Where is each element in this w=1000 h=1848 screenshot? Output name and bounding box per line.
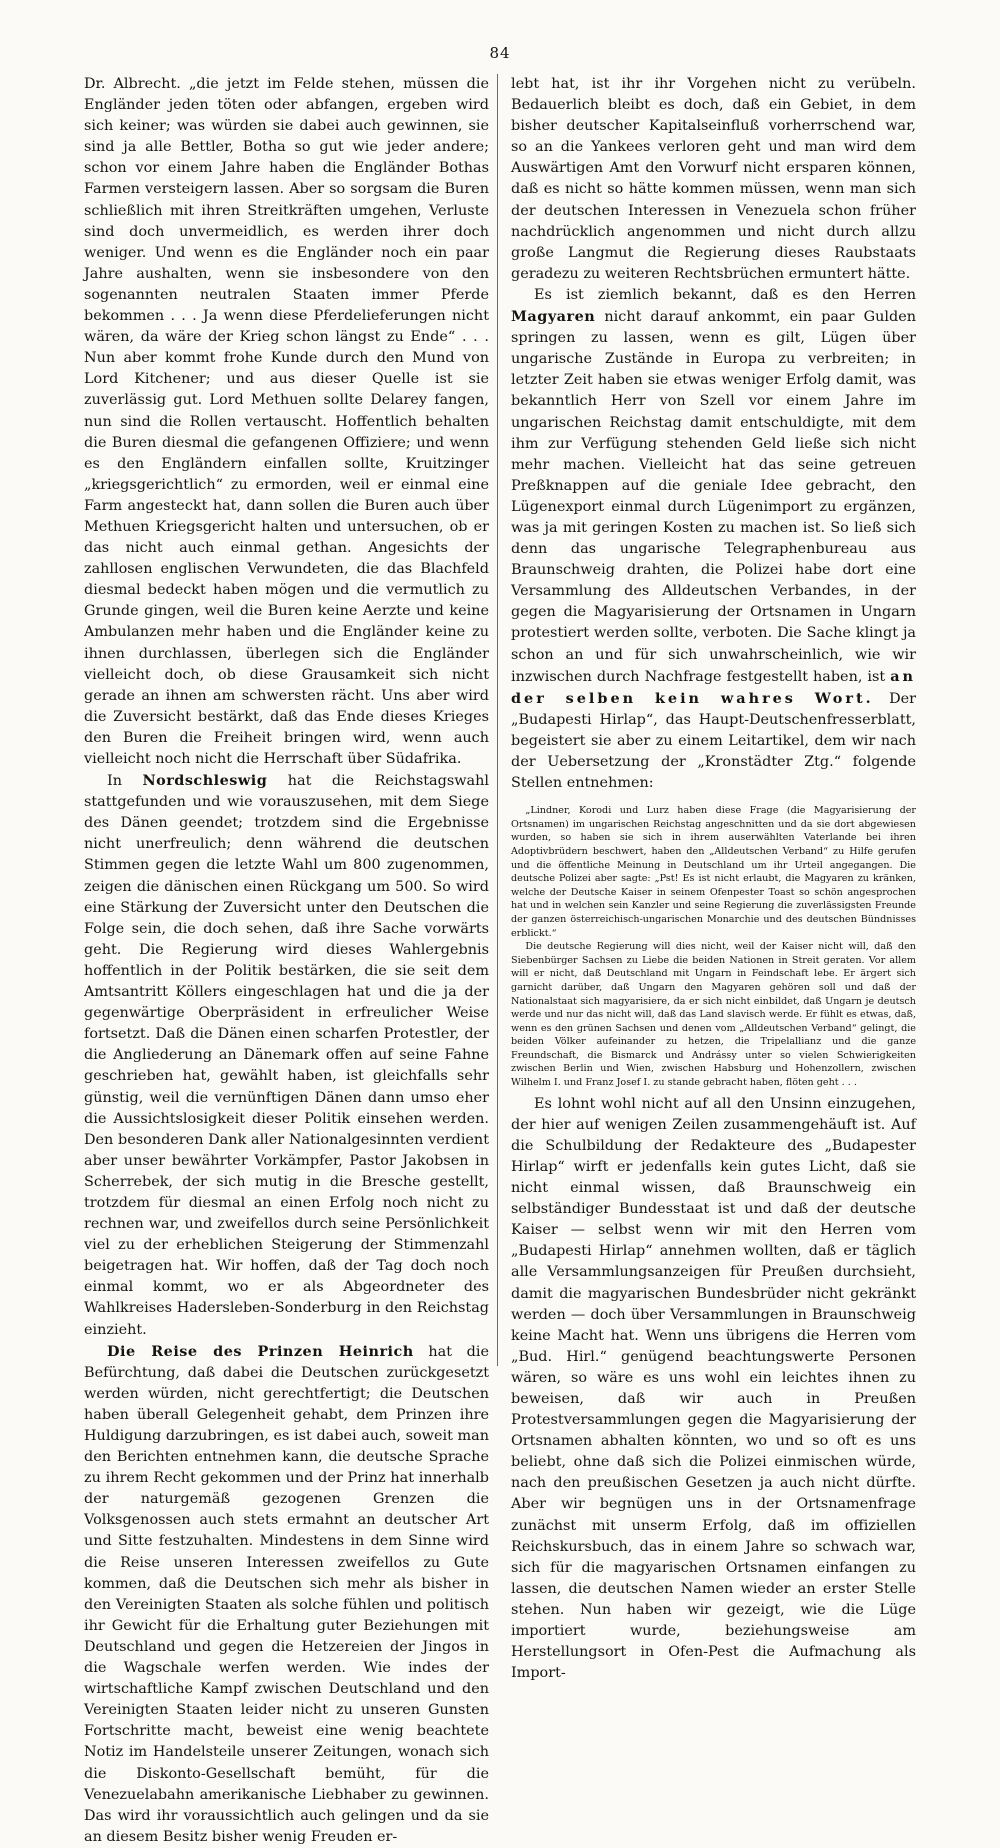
section-lead-prinz-heinrich: Die Reise des Prinzen Heinrich xyxy=(107,1342,414,1360)
paragraph-prefix: In xyxy=(107,773,143,790)
left-paragraph-prinz-heinrich xyxy=(84,1341,489,1848)
quote-paragraph-1: „Lindner, Korodi und Lurz haben diese Frage (die Magyarisierung der Ortsnamen) im ungarischen Reichstag angeschnitten und da sie dort abgewiesen wurden, so haben sie sich in ihrem auserwählten Vaterlande bei ihren Adoptivbrüdern beschwert, haben den „Alldeutschen Verband“ zu Hilfe gerufen und die öffentliche Meinung in Deutschland um ihr Urteil angegangen. Die deutsche Polizei aber sagte: „Pst! Es ist nicht erlaubt, die Magyaren zu kränken, welche der Deutsche Kaiser in seinem Ofenpester Toast so schön angesprochen hat und in welchen sein Kanzler und seine Regierung die zuverlässigsten Freunde der ganzen österreichisch-ungarischen Monarchie und des deutschen Bündnisses erblickt.“ xyxy=(511,805,916,939)
quote-paragraph-2: Die deutsche Regierung will dies nicht, weil der Kaiser nicht will, daß den Siebenbürger Sachsen zu Liebe die beiden Nationen in Streit geraten. Vor allem will er nicht, daß Deutschland mit Ungarn in Feindschaft lebe. Er ärgert sich garnicht darüber, daß Ungarn den Magyaren gehören soll und daß der Nationalstaat sich magyarisiere, da er sich nicht einbildet, daß Ungarn je deutsch werde und nur das nicht will, daß das Land slavisch werde. Er fühlt es etwas, daß, wenn es den grünen Sachsen und denen vom „Alldeutschen Verband“ gelingt, die beiden Völker aufeinander zu hetzen, die Tripelallianz und die ganze Freundschaft, die Bismarck und Andrássy unter so vielen Schwierigkeiten zwischen Berlin und Wien, zwischen Habsburg und Hohenzollern, zwischen Wilhelm I. und Franz Josef I. zu stande gebracht haben, flöten geht . . . xyxy=(511,941,916,1089)
paragraph-body: hat die Befürchtung, daß dabei die Deutschen zurückgesetzt werden würden, nicht gerechtfertigt; die Deutschen haben überall Gelegenheit gehabt, dem Prinzen ihre Huldigung darzubringen, es ist dabei auch, soweit man den Berichten entnehmen kann, die deutsche Sprache zu ihrem Recht gekommen und der Prinz hat innerhalb der naturgemäß gezogenen Grenzen die Volksgenossen auch stets ermahnt an deutscher Art und Sitte festzuhalten. Mindestens in dem Sinne wird die Reise unseren Interessen zweifellos zu Gute kommen, daß die Deutschen sich mehr als bisher in den Vereinigten Staaten als solche fühlen und politisch ihr Gewicht für die Erhaltung guter Beziehungen mit Deutschland und gegen die Hetzereien der Jingos in die Wagschale werfen werden. Wie indes der wirtschaftliche Kampf zwischen Deutschland und den Vereinigten Staaten leider nicht zu unseren Gunsten Fortschritte macht, beweist eine wenig beachtete Notiz im Handelsteile unserer Zeitungen, wonach sich die Diskonto-Gesellschaft bemüht, für die Venezuelabahn amerikanische Liebhaber zu gewinnen. Das wird ihr voraussichtlich auch gelingen und da sie an diesem Besitz bisher wenig Freuden er- xyxy=(84,1343,489,1845)
right-paragraph-magyaren xyxy=(511,285,916,794)
spaced-emphasis: an der selben kein wahres Wort. xyxy=(511,667,916,707)
paragraph-body: nicht darauf ankommt, ein paar Gulden springen zu lassen, wenn es gilt, Lügen über ungarische Zustände in Europa zu verbreiten; in letzter Zeit haben sie etwas weniger Erfolg damit, was bekanntlich Herr von Szell vor einem Jahre im ungarischen Reichstag damit entschuldigte, mit dem ihm zur Verfügung stehenden Geld ließe sich nicht mehr machen. Vielleicht hat das seine getreuen Preßknappen auf die geniale Idee gebracht, den Lügenexport einmal durch Lügenimport zu ergänzen, was ja mit geringen Kosten zu machen ist. So ließ sich denn das ungarische Telegraphenbureau aus Braunschweig drahten, die Polizei habe dort eine Versammlung des Alldeutschen Verbandes, in der gegen die Magyarisierung der Ortsnamen in Ungarn protestiert werden sollte, verboten. Die Sache klingt ja schon an und für sich unwahrscheinlich, wie wir inzwischen durch Nachfrage festgestellt haben, ist xyxy=(511,309,916,685)
left-paragraph-1: Dr. Albrecht. „die jetzt im Felde stehen, müssen die Engländer jeden töten oder abfangen, ergeben wird sich keiner; was würden sie dabei auch gewinnen, sie sind ja alle Bettler, Botha so gut wie jeder andere; schon vor einem Jahre haben die Engländer Bothas Farmen versteigern lassen. Aber so sorgsam die Buren schließlich mit ihren Streitkräften umgehen, Verluste sind doch unvermeidlich, es werden ihrer doch weniger. Und wenn es die Engländer noch ein paar Jahre aushalten, wenn sie insbesondere von den sogenannten neutralen Staaten immer Pferde bekommen . . . Ja wenn diese Pferdelieferungen nicht wären, da wäre der Krieg schon längst zu Ende“ . . . Nun aber kommt frohe Kunde durch den Mund von Lord Kitchener; und aus dieser Quelle ist sie zuverlässig gut. Lord Methuen sollte Delarey fangen, nun sind die Rollen vertauscht. Hoffentlich behalten die Buren diesmal die gefangenen Offiziere; und wenn es den Engländern einfallen sollte, Kruitzinger „kriegsgerichtlich“ zu ermorden, weil er einmal eine Farm angesteckt hat, dann sollen die Buren auch über Methuen Kriegsgericht halten und untersuchen, ob er das nicht auch einmal gethan. Angesichts der zahllosen englischen Verwundeten, die das Blachfeld diesmal bedeckt haben mögen und die vermutlich zu Grunde gingen, weil die Buren keine Aerzte und keine Ambulanzen mehr haben und die Engländer keine zu ihnen durchlassen, überlegen sich die Engländer vielleicht doch, ob diese Grausamkeit sich nicht gerade an ihnen am schwersten rächt. Uns aber wird die Zuversicht bestärkt, daß das Ende dieses Krieges den Buren die Freiheit bringen wird, wenn auch vielleicht noch nicht die Herrschaft über Südafrika. xyxy=(84,76,489,767)
paragraph-tail: Der „Budapesti Hirlap“, das Haupt-Deutschenfresserblatt, begeistert sie aber zu einem Leitartikel, dem wir nach der Uebersetzung der „Kronstädter Ztg.“ folgende Stellen entnehmen: xyxy=(511,690,917,792)
paragraph-body: hat die Reichstagswahl stattgefunden und wie vorauszusehen, mit dem Siege des Dänen geendet; trotzdem sind die Ergebnisse nicht unerfreulich; denn während die deutschen Stimmen gegen die letzte Wahl um 800 zugenommen, zeigen die dänischen einen Rückgang um 500. So wird eine Stärkung der Zuversicht unter den Deutschen die Folge sein, die doch sehen, daß ihre Sache vorwärts geht. Die Regierung wird dieses Wahlergebnis hoffentlich in der Politik bestärken, die sie seit dem Amtsantritt Köllers eingeschlagen hat und die ja der gegenwärtige Oberpräsident in erfreulicher Weise fortsetzt. Daß die Dänen einen scharfen Protestler, der die Angliederung an Dänemark offen auf seine Fahne geschrieben hat, gewählt haben, ist gleichfalls sehr günstig, weil die vernünftigen Dänen dann umso eher die Aussichtslosigkeit dieser Politik einsehen werden. Den besonderen Dank aller Nationalgesinnten verdient aber unser bewährter Vorkämpfer, Pastor Jakobsen in Scherrebek, der sich mutig in die Bresche gestellt, trotzdem für diesmal an einen Erfolg noch nicht zu rechnen war, und zweifellos durch seine Persönlichkeit viel zu der erheblichen Steigerung der Stimmenzahl beigetragen hat. Wir hoffen, daß der Tag doch noch einmal kommt, wo er als Abgeordneter des Wahlkreises Hadersleben-Sonderburg in den Reichstag einzieht. xyxy=(84,773,489,1338)
left-paragraph-nordschleswig xyxy=(84,770,489,1341)
left-column xyxy=(84,74,489,1848)
right-paragraph-3: Es lohnt wohl nicht auf all den Unsinn einzugehen, der hier auf wenigen Zeilen zusammengehäuft ist. Auf die Schulbildung der Redakteure des „Budapester Hirlap“ wirft er jedenfalls kein gutes Licht, daß sie nicht einmal wissen, daß Braunschweig ein selbständiger Bundesstaat ist und daß der deutsche Kaiser — selbst wenn wir mit den Herren vom „Budapesti Hirlap“ annehmen wollten, daß er täglich alle Versammlungsanzeigen für Preußen durchsieht, damit die magyarischen Bundesbrüder nicht gekränkt werden — doch über Versammlungen in Braunschweig keine Macht hat. Wenn uns übrigens die Herren vom „Bud. Hirl.“ genügend beachtungswerte Personen wären, so wäre es uns wohl ein leichtes ihnen zu beweisen, daß wir auch in Preußen Protestversammlungen gegen die Magyarisierung der Ortsnamen abhalten könnten, wo und so oft es uns beliebt, ohne daß sich die Polizei einmischen würde, nach den preußischen Gesetzen ja auch nicht dürfte. Aber wir begnügen uns in der Ortsnamenfrage zunächst mit unserm Erfolg, daß im offiziellen Reichskursbuch, das in einem Jahre so schwach war, sich für die magyarischen Ortsnamen einfangen zu lassen, die deutschen Namen wieder an erster Stelle stehen. Nun haben wir gezeigt, wie die Lüge importiert wurde, beziehungsweise am Herstellungsort in Ofen-Pest die Aufmachung als Import- xyxy=(511,1095,916,1682)
paragraph-prefix: Es ist ziemlich bekannt, daß es den Herren xyxy=(534,286,916,303)
section-lead-nordschleswig: Nordschleswig xyxy=(142,772,268,790)
quoted-passage xyxy=(511,804,916,1089)
page-number: 84 xyxy=(489,44,511,62)
section-lead-magyaren: Magyaren xyxy=(511,308,596,326)
column-divider xyxy=(497,74,498,1366)
right-column xyxy=(511,74,916,1684)
right-paragraph-1: lebt hat, ist ihr ihr Vorgehen nicht zu verübeln. Bedauerlich bleibt es doch, daß ein Gebiet, in dem bisher deutscher Kapitalseinfluß vorherrschend war, so an die Yankees verloren geht und man wird dem Auswärtigen Amt den Vorwurf nicht ersparen können, daß es nicht so hätte kommen müssen, wenn man sich der deutschen Interessen in Venezuela schon früher nachdrücklich angenommen und nicht durch allzu große Langmut die Regierung dieses Raubstaats geradezu zu weiteren Rechtsbrüchen ermuntert hätte. xyxy=(511,76,916,282)
